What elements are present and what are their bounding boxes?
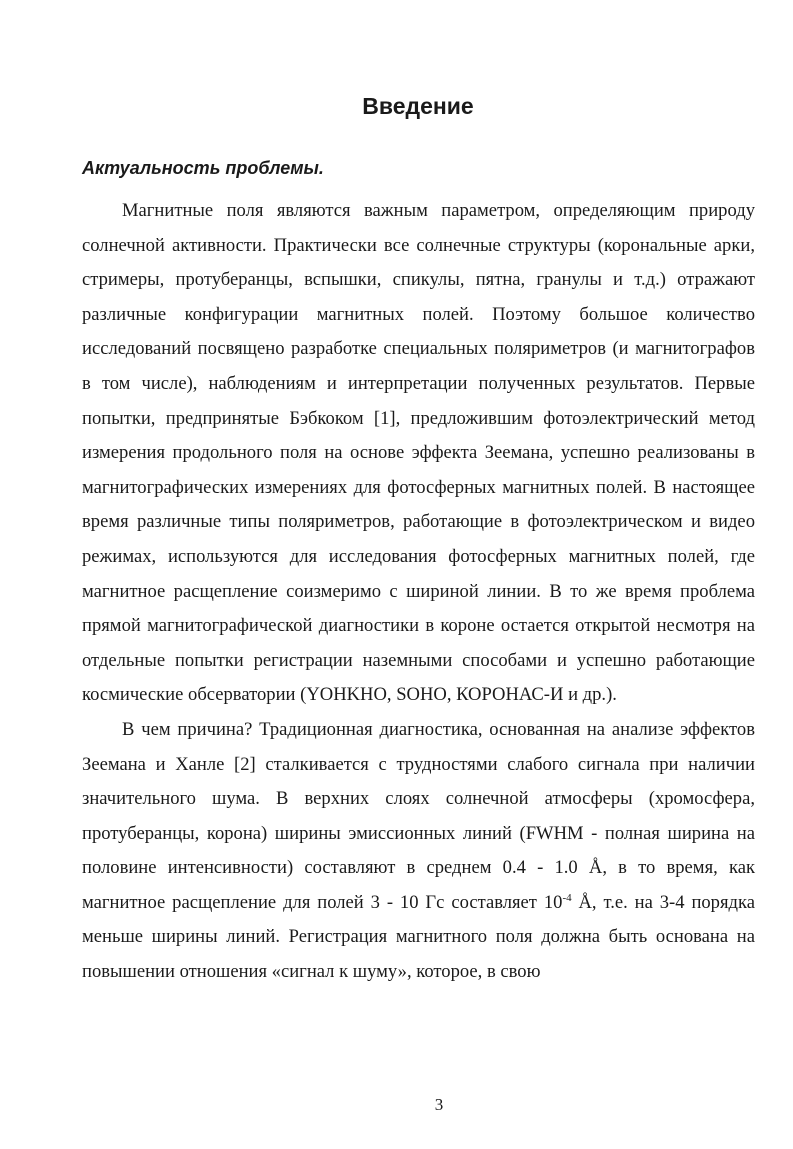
page-title: Введение <box>362 93 474 119</box>
paragraph-2-part-2: Å, т.е. на 3-4 порядка меньше ширины линий. Регистрация магнитного поля должна быть основана на повышении отношения «сигнал к шуму», которое, в свою <box>82 891 755 983</box>
section-heading: Актуальность проблемы. <box>82 158 324 178</box>
paragraph-2-exponent: -4 <box>562 891 572 904</box>
body-text <box>82 194 755 990</box>
paragraph-2 <box>82 713 755 990</box>
paragraph-1: Магнитные поля являются важным параметром, определяющим природу солнечной активности. Практически все солнечные структуры (корональные арки, стримеры, протуберанцы, вспышки, спикулы, пятна, гранулы и т.д.) отражают различные конфигурации магнитных полей. Поэтому большое количество исследований посвящено разработке специальных поляриметров (и магнитографов в том числе), наблюдениям и интерпретации полученных результатов. Первые попытки, предпринятые Бэбкоком [1], предложившим фотоэлектрический метод измерения продольного поля на основе эффекта Зеемана, успешно реализованы в магнитографических измерениях для фотосферных магнитных полей. В настоящее время различные типы поляриметров, работающие в фотоэлектрическом и видео режимах, используются для исследования фотосферных магнитных полей, где магнитное расщепление соизмеримо с шириной линии. В то же время проблема прямой магнитографической диагностики в короне остается открытой несмотря на отдельные попытки регистрации наземными способами и успешно работающие космические обсерватории (YOHKHO, SOHO, КОРОНАС-И и др.). <box>82 200 755 706</box>
page-number: 3 <box>434 1095 444 1114</box>
paragraph-2-part-1: В чем причина? Традиционная диагностика, основанная на анализе эффектов Зеемана и Ханле [2] сталкивается с трудностями слабого сигнала при наличии значительного шума. В верхних слоях солнечной атмосферы (хромосфера, протуберанцы, корона) ширины эмиссионных линий (FWHM - полная ширина на половине интенсивности) составляют в среднем 0.4 - 1.0 Å, в то время, как магнитное расщепление для полей 3 - 10 Гс составляет 10 <box>82 718 755 913</box>
